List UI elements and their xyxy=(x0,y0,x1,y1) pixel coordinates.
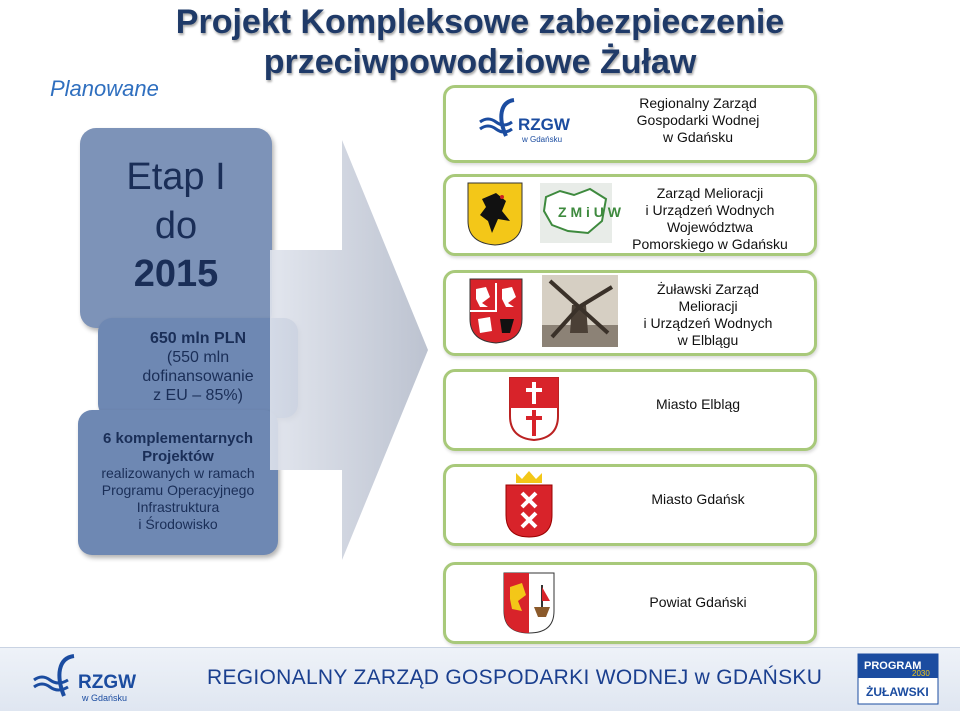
org-line: Pomorskiego w Gdańsku xyxy=(632,236,788,252)
stage-box xyxy=(80,128,272,328)
org-line: Miasto Elbląg xyxy=(655,396,741,412)
org-miasto-elblag xyxy=(443,369,817,451)
elblag-crest-icon xyxy=(508,376,560,442)
org-powiat-gdanski xyxy=(443,562,817,644)
windmill-photo-icon xyxy=(542,275,618,347)
griffin-crest-icon xyxy=(466,181,524,247)
funding-line4: z EU – 85%) xyxy=(153,387,243,404)
org-zmiuw-pomorskie xyxy=(443,174,817,256)
org-line: w Elblągu xyxy=(677,332,739,348)
org-line: Gospodarki Wodnej xyxy=(636,112,760,128)
org-line: Powiat Gdański xyxy=(649,594,747,610)
projects-count: 6 komplementarnych xyxy=(102,430,254,447)
org-line: w Gdańsku xyxy=(662,129,734,145)
stage-name: Etap I xyxy=(126,156,226,198)
rzgw-logo-city: w Gdańsku xyxy=(522,135,563,144)
org-line: Regionalny Zarząd xyxy=(639,95,757,111)
footer-rzgw-logo-icon xyxy=(30,652,150,708)
funding-box xyxy=(98,318,298,418)
org-label xyxy=(588,594,808,611)
stage-year: 2015 xyxy=(133,253,219,295)
org-line: Żuławski Zarząd xyxy=(657,281,759,297)
org-rzgw xyxy=(443,85,817,163)
powiat-gdanski-crest-icon xyxy=(502,571,556,635)
funding-total: 650 mln PLN xyxy=(149,330,247,347)
funding-line3: dofinansowanie xyxy=(142,368,254,385)
page-title: Projekt Kompleksowe zabezpieczenie przeciwpowodziowe Żuław xyxy=(175,3,785,81)
projects-line6: i Środowisko xyxy=(138,516,218,532)
org-label xyxy=(588,396,808,413)
org-line: Zarząd Melioracji xyxy=(656,185,764,201)
org-line: i Urządzeń Wodnych xyxy=(643,315,773,331)
projects-line4: Programu Operacyjnego xyxy=(101,482,255,498)
funding-line2: (550 mln xyxy=(166,349,230,366)
org-line: Województwa xyxy=(666,219,754,235)
projects-word: Projektów xyxy=(142,448,214,465)
org-label xyxy=(610,185,810,253)
org-line: i Urządzeń Wodnych xyxy=(645,202,775,218)
gdansk-crest-icon xyxy=(502,471,556,539)
rzgw-logo-icon xyxy=(476,96,576,152)
org-label xyxy=(608,281,808,349)
arrow-right-icon xyxy=(270,140,440,570)
program-logo-bottom: ŻUŁAWSKI xyxy=(866,685,929,699)
org-label xyxy=(588,95,808,146)
footer-logo-text: RZGW xyxy=(78,672,137,693)
footer-text: REGIONALNY ZARZĄD GOSPODARKI WODNEJ w GDAŃSKU xyxy=(207,666,823,689)
program-zulawski-logo-icon xyxy=(858,654,938,704)
stage-until: do xyxy=(154,205,198,247)
zmiuw-map-icon xyxy=(540,183,621,243)
org-line: Miasto Gdańsk xyxy=(651,491,745,507)
projects-line5: Infrastruktura xyxy=(136,499,220,515)
footer-logo-city: w Gdańsku xyxy=(82,693,128,703)
status-label: Planowane xyxy=(50,76,159,101)
projects-line3: realizowanych w ramach xyxy=(101,465,255,481)
org-label xyxy=(588,491,808,508)
footer xyxy=(0,647,960,711)
org-line: Melioracji xyxy=(678,298,738,314)
org-miasto-gdansk xyxy=(443,464,817,546)
warminsko-mazurskie-crest-icon xyxy=(468,277,524,345)
program-logo-top: PROGRAM xyxy=(864,660,922,672)
svg-text:Z M i U W: Z M i U W xyxy=(558,204,621,220)
program-logo-year: 2030 xyxy=(912,669,930,678)
org-zzmiuw-elblag xyxy=(443,270,817,356)
rzgw-logo-text: RZGW xyxy=(518,115,570,134)
projects-box xyxy=(78,410,278,555)
